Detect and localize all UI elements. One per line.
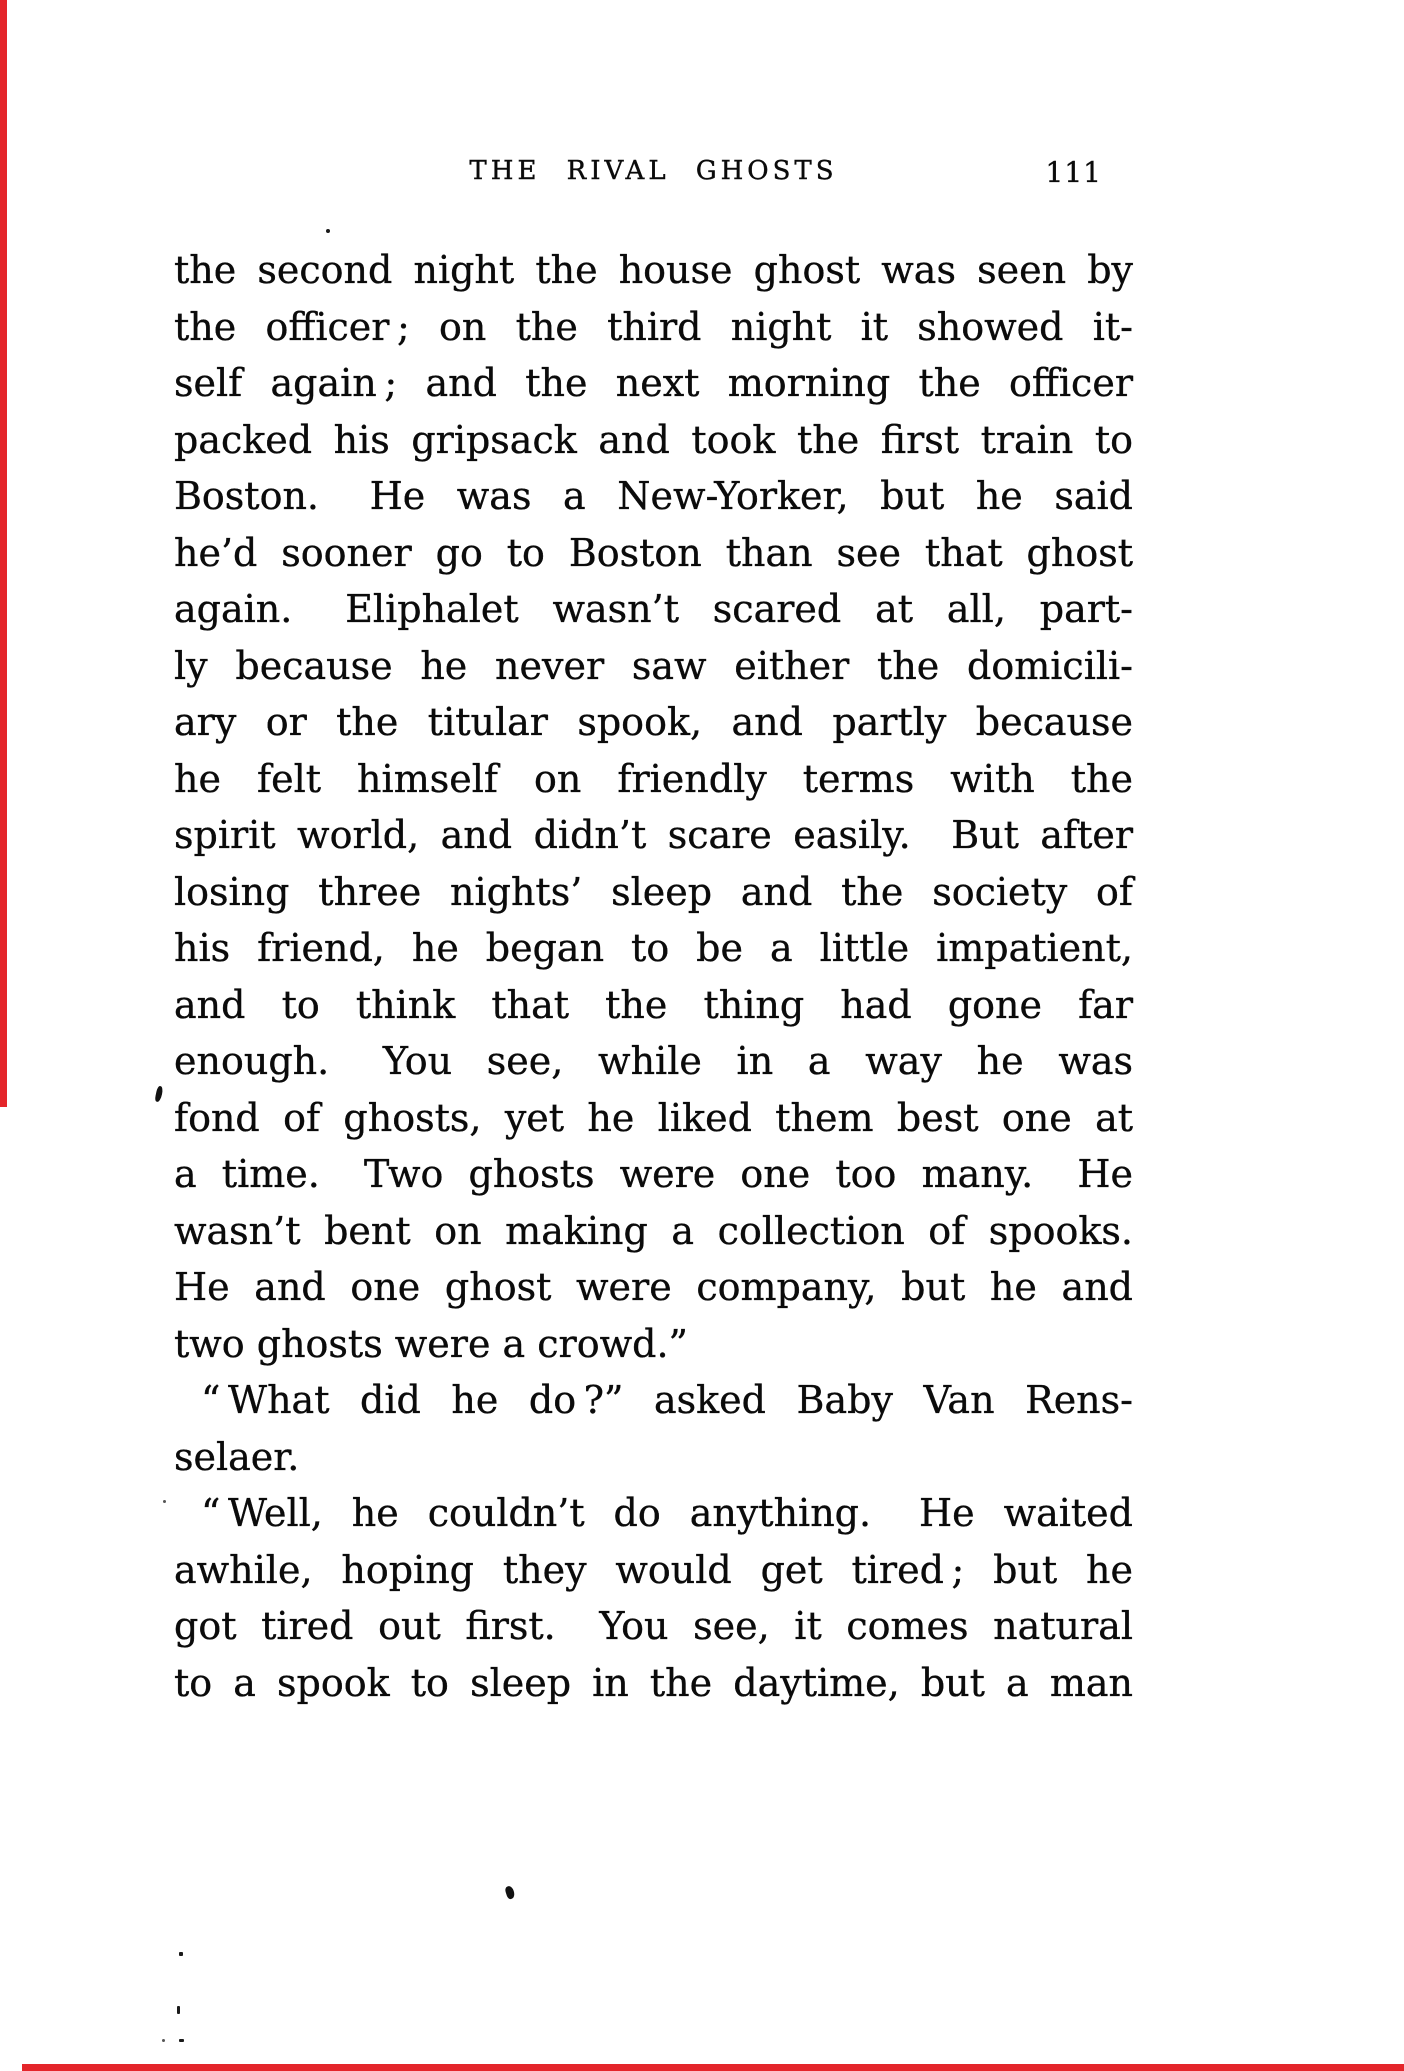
- text-line: awhile, hoping they would get tired ; but he: [174, 1547, 1133, 1592]
- text-line: spirit world, and didn’t scare easily. But after: [174, 813, 1133, 857]
- scan-speck: [326, 229, 330, 233]
- text-line: He and one ghost were company, but he and: [174, 1265, 1133, 1309]
- text-line: got tired out first. You see, it comes natural: [174, 1604, 1133, 1648]
- text-line: wasn’t bent on making a collection of spooks.: [174, 1208, 1133, 1253]
- scan-edge-red-bottom: [22, 2064, 1404, 2071]
- text-line: to a spook to sleep in the daytime, but a man: [174, 1660, 1133, 1705]
- text-line: packed his gripsack and took the first train to: [174, 417, 1133, 462]
- text-line-paragraph-start: “ What did he do ?” asked Baby Van Rens-: [201, 1378, 1133, 1422]
- scan-speck: [177, 2006, 180, 2014]
- margin-tick-mark: [154, 1086, 163, 1103]
- scan-speck: [179, 2039, 184, 2042]
- comma-ink-mark: [504, 1885, 516, 1900]
- body-text-block: [174, 242, 1133, 1711]
- scan-speck-faint: [162, 2039, 165, 2042]
- text-line-paragraph-end: two ghosts were a crowd.”: [174, 1321, 688, 1366]
- text-line: and to think that the thing had gone far: [174, 982, 1133, 1027]
- text-line: his friend, he began to be a little impatient,: [174, 926, 1133, 970]
- chapter-title: THE RIVAL GHOSTS: [469, 156, 838, 186]
- text-line-paragraph-start: “ Well, he couldn’t do anything. He waited: [201, 1491, 1133, 1535]
- text-line: he’d sooner go to Boston than see that ghost: [174, 530, 1133, 575]
- scan-speck-faint: [163, 1500, 166, 1503]
- text-line: the officer ; on the third night it showed it-: [174, 304, 1133, 349]
- text-line: self again ; and the next morning the officer: [174, 361, 1133, 405]
- text-line: a time. Two ghosts were one too many. He: [174, 1152, 1133, 1196]
- running-head: [174, 156, 1133, 196]
- page-number: 111: [1045, 156, 1102, 189]
- text-line: ly because he never saw either the domicili-: [174, 643, 1133, 688]
- scan-speck: [179, 1952, 183, 1956]
- text-line: he felt himself on friendly terms with the: [174, 756, 1133, 801]
- text-line: fond of ghosts, yet he liked them best one at: [174, 1095, 1133, 1140]
- text-line: Boston. He was a New-Yorker, but he said: [174, 474, 1133, 518]
- text-line: enough. You see, while in a way he was: [174, 1039, 1133, 1083]
- text-line: ary or the titular spook, and partly because: [174, 700, 1133, 744]
- text-line: the second night the house ghost was seen by: [174, 248, 1133, 292]
- text-line-paragraph-end: selaer.: [174, 1434, 300, 1479]
- text-line: losing three nights’ sleep and the society of: [174, 869, 1133, 914]
- scan-edge-red-left: [0, 0, 7, 1107]
- text-line: again. Eliphalet wasn’t scared at all, part-: [174, 587, 1133, 631]
